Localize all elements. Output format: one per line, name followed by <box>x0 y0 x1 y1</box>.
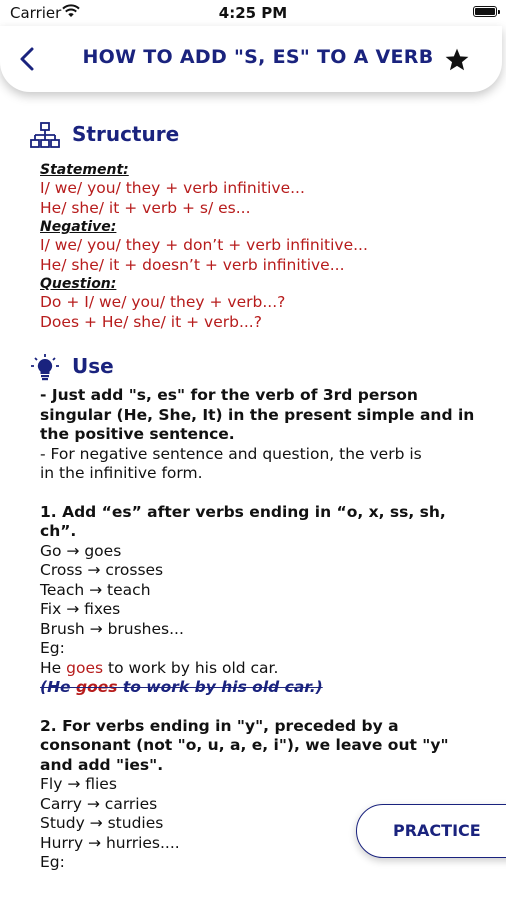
statement-line: He/ she/ it + verb + s/ es... <box>40 198 251 217</box>
rule1-title: 1. Add “es” after verbs ending in “o, x, ss, sh, <box>40 502 446 521</box>
rule1-example: Brush → brushes... <box>40 619 184 638</box>
negative-label: Negative: <box>40 219 117 235</box>
sitemap-icon <box>30 122 60 150</box>
lesson-content <box>40 120 480 873</box>
use-intro-line: singular (He, She, It) in the present simple and in <box>40 405 475 424</box>
sentence-text: to work by his old car. <box>103 658 279 677</box>
use-section-header <box>30 352 480 382</box>
statement-line: I/ we/ you/ they + verb infinitive... <box>40 179 305 197</box>
question-line: Do + I/ we/ you/ they + verb...? <box>40 293 286 311</box>
rule2-example: Hurry → hurries.... <box>40 833 180 852</box>
structure-heading: Structure <box>72 122 180 146</box>
rule1-title: ch”. <box>40 522 77 540</box>
top-bar <box>0 26 502 92</box>
practice-button[interactable]: PRACTICE <box>356 804 506 858</box>
negative-line: I/ we/ you/ they + don’t + verb infinitive... <box>40 236 368 254</box>
rule1-example-sentence <box>40 659 480 679</box>
question-line: Does + He/ she/ it + verb...? <box>40 312 262 331</box>
rule1-example: Teach → teach <box>40 580 151 599</box>
rule2-example: Fly → flies <box>40 775 117 793</box>
use-intro-line: the positive sentence. <box>40 425 235 443</box>
rule1-example: Fix → fixes <box>40 600 121 618</box>
structure-section-header <box>30 120 480 150</box>
sentence-text: to work by his old car.) <box>117 678 323 696</box>
rule2-example: Carry → carries <box>40 794 158 813</box>
highlighted-verb: goes <box>75 678 118 696</box>
sentence-text: (He <box>40 678 76 696</box>
carrier-label: Carrier <box>10 4 62 22</box>
rule2-example: Study → studies <box>40 814 164 832</box>
clock: 4:25 PM <box>218 4 288 22</box>
page-title: HOW TO ADD "S, ES" TO A VERB <box>82 46 434 68</box>
rule2-eg-label: Eg: <box>40 853 65 871</box>
sentence-text: He <box>40 658 67 677</box>
rule2-title: 2. For verbs ending in "y", preceded by a <box>40 716 399 735</box>
use-heading: Use <box>72 354 114 378</box>
rule1-example: Cross → crosses <box>40 561 164 579</box>
lightbulb-icon <box>30 354 60 382</box>
star-icon[interactable] <box>444 47 470 73</box>
rule1-example: Go → goes <box>40 541 122 560</box>
use-intro-line: in the infinitive form. <box>40 464 203 482</box>
rule1-eg-label: Eg: <box>40 639 65 657</box>
statement-label: Statement: <box>40 162 129 178</box>
battery-icon <box>473 6 497 17</box>
rule1-struck-sentence <box>40 678 480 698</box>
question-label: Question: <box>40 276 117 292</box>
rule2-title: consonant (not "o, u, a, e, i"), we leave out "y" <box>40 736 449 754</box>
highlighted-verb: goes <box>66 658 104 677</box>
use-intro-line: - For negative sentence and question, the verb is <box>40 444 422 463</box>
negative-line: He/ she/ it + doesn’t + verb infinitive... <box>40 255 345 274</box>
back-chevron-icon[interactable] <box>18 46 36 72</box>
rule2-title: and add "ies". <box>40 755 164 774</box>
use-intro-line: - Just add "s, es" for the verb of 3rd person <box>40 386 418 404</box>
status-bar <box>0 0 506 26</box>
